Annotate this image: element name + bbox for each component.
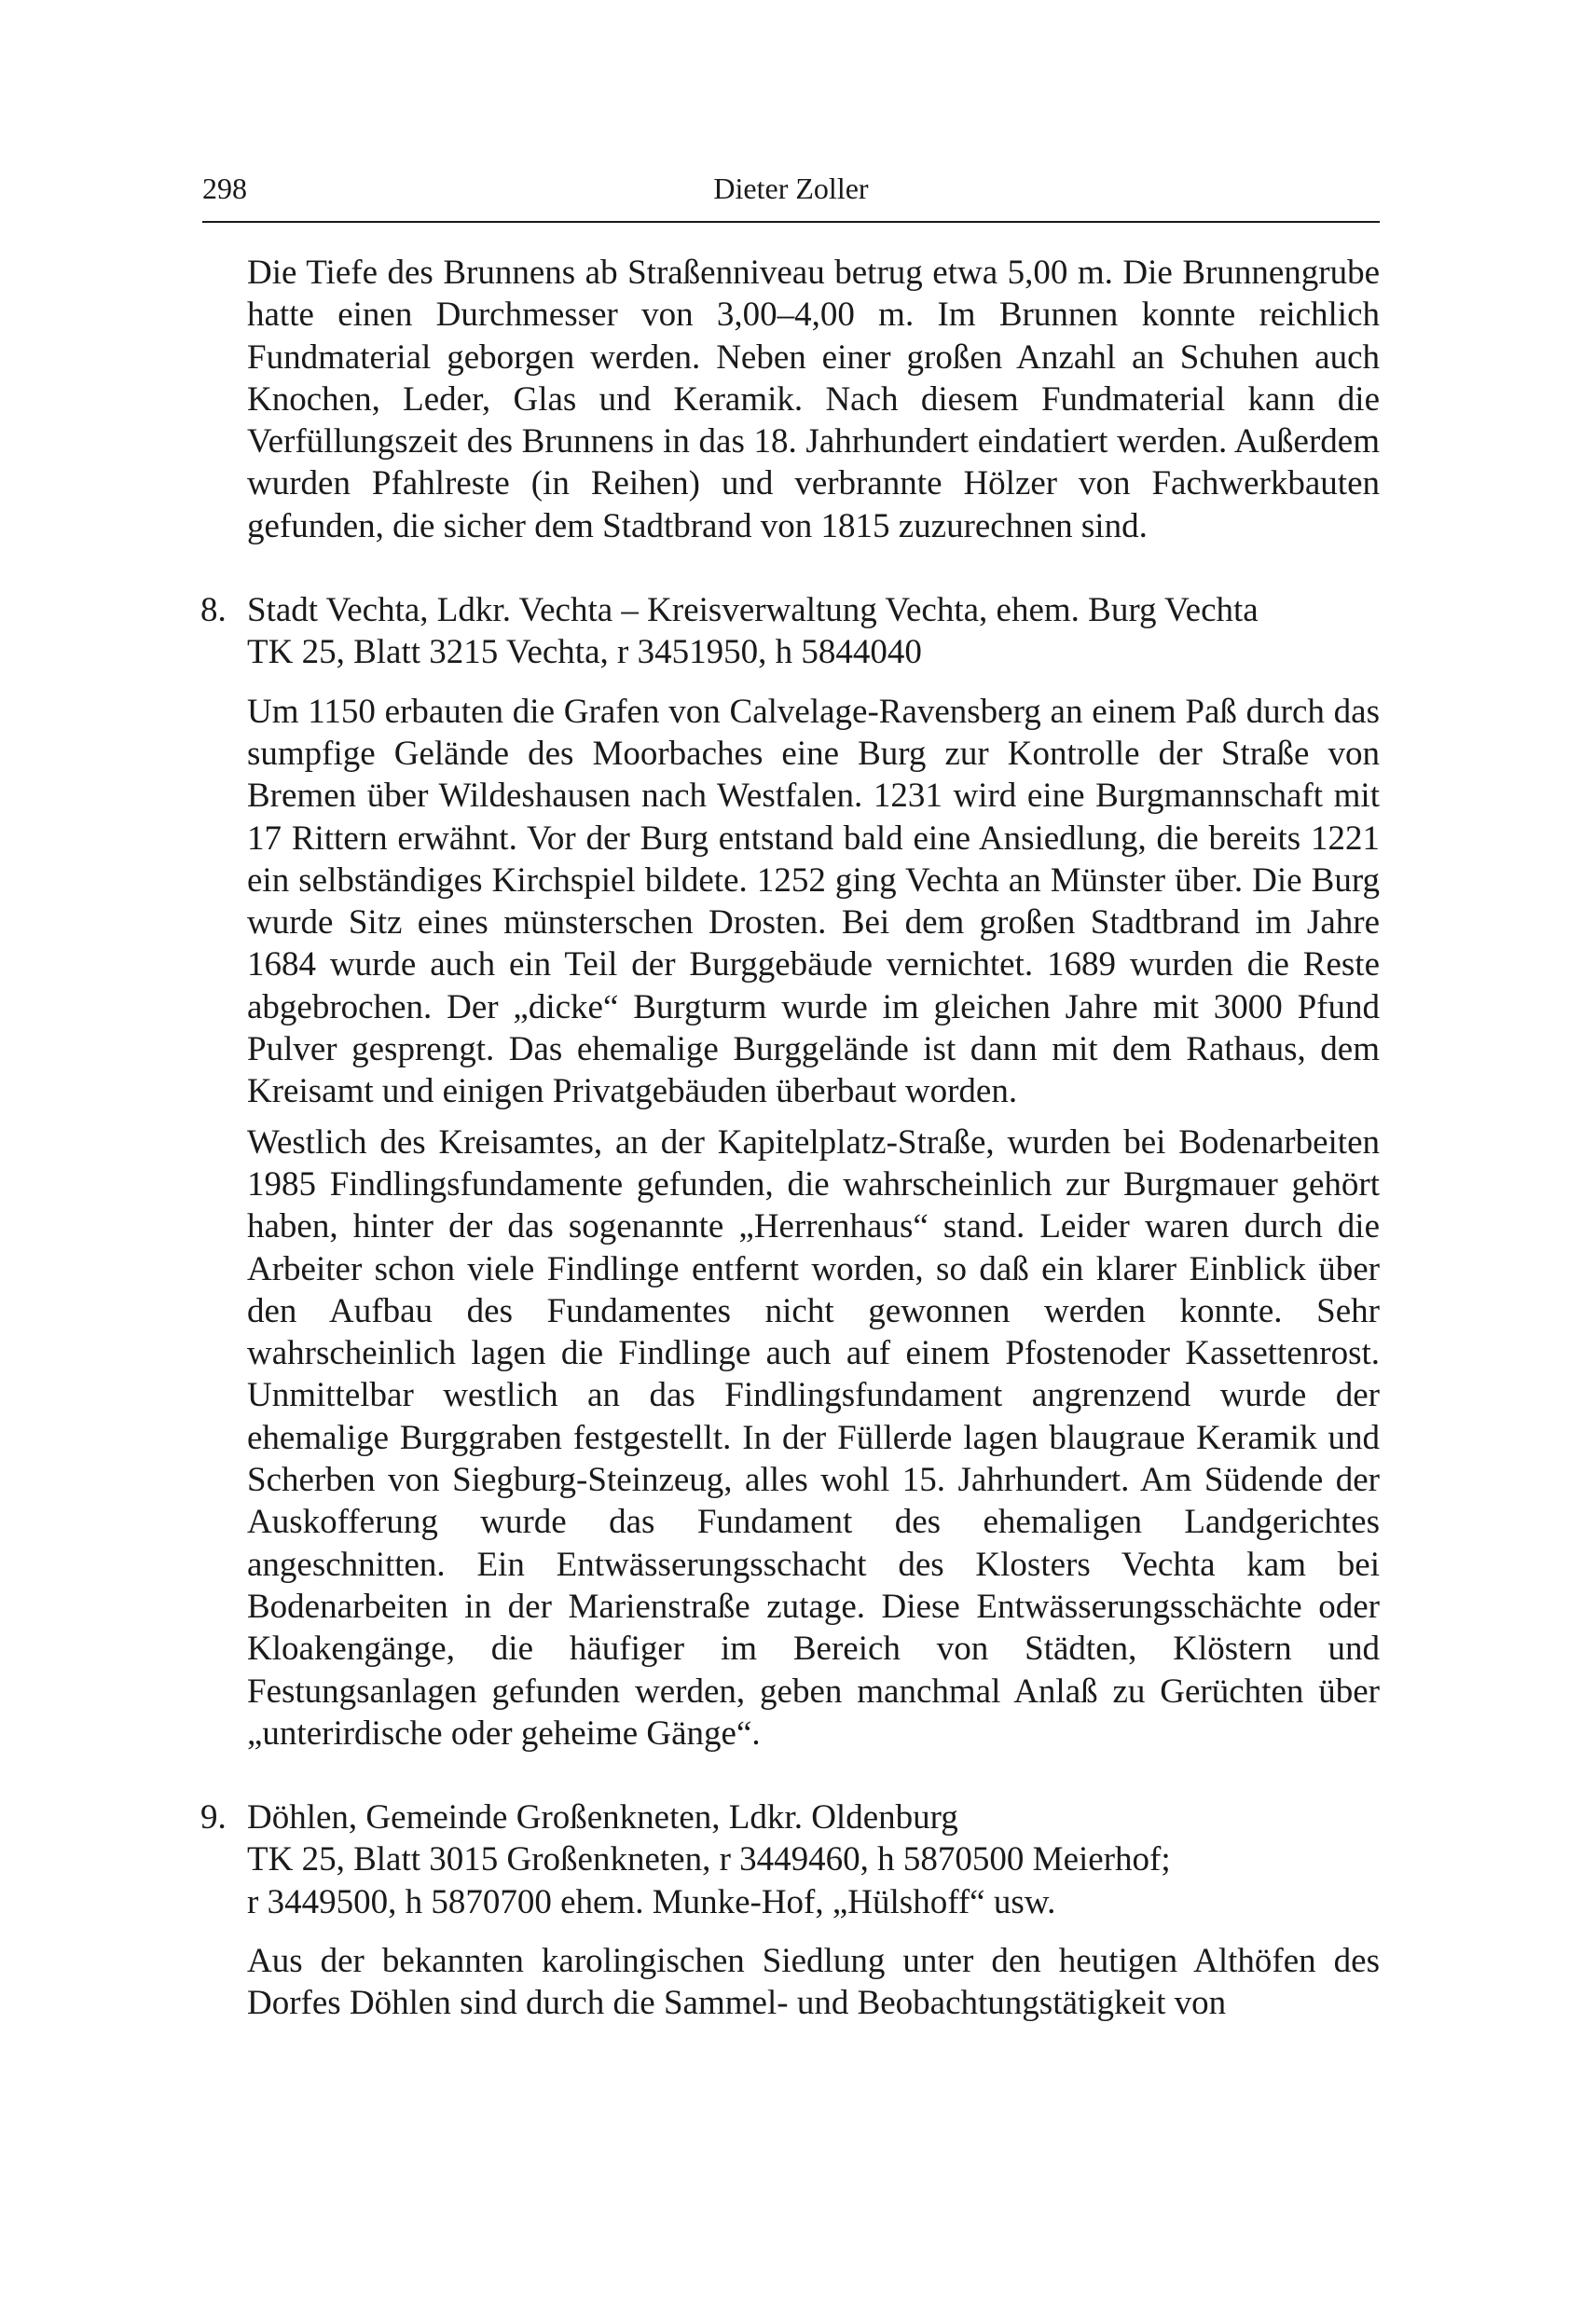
- entry-paragraph: Aus der bekannten karolingischen Siedlung unter den heutigen Althöfen des Dorfes Döhlen sind durch die Sammel- und Beobachtungstätigkeit von: [247, 1941, 1380, 2023]
- entry-paragraph: Um 1150 erbauten die Grafen von Calvelage-Ravensberg an einem Paß durch das sumpfige Gelände des Moorbaches eine Burg zur Kontrolle der Straße von Bremen über Wildeshausen nach Westfalen. 1231 wird eine Burgmannschaft mit 17 Rittern erwähnt. Vor der Burg entstand bald eine Ansiedlung, die bereits 1221 ein selbständiges Kirchspiel bildete. 1252 ging Vechta an Münster über. Die Burg wurde Sitz eines münsterschen Drosten. Bei dem großen Stadtbrand im Jahre 1684 wurde auch ein Teil der Burggebäude vernichtet. 1689 wurden die Reste abgebrochen. Der „dicke“ Burgturm wurde im gleichen Jahre mit 3000 Pfund Pulver gesprengt. Das ehemalige Burggelände ist dann mit dem Rathaus, dem Kreisamt und einigen Privatgebäuden überbaut worden.: [247, 692, 1380, 1111]
- entry-number: 9.: [200, 1798, 227, 1837]
- intro-paragraph: Die Tiefe des Brunnens ab Straßenniveau betrug etwa 5,00 m. Die Brunnengrube hatte einen Durchmesser von 3,00–4,00 m. Im Brunnen konnte reichlich Fundmaterial geborgen werden. Neben einer großen Anzahl an Schuhen auch Knochen, Leder, Glas und Keramik. Nach diesem Fundmaterial kann die Verfüllungszeit des Brunnens in das 18. Jahrhundert eindatiert werden. Außerdem wurden Pfahlreste (in Reihen) und verbrannte Hölzer von Fachwerkbauten gefunden, die sicher dem Stadtbrand von 1815 zuzurechnen sind.: [247, 254, 1380, 545]
- page-number: 298: [202, 172, 247, 205]
- entry-heading-line: Stadt Vechta, Ldkr. Vechta – Kreisverwaltung Vechta, ehem. Burg Vechta: [247, 591, 1259, 630]
- entry-number: 8.: [200, 591, 227, 630]
- entry-heading-line: TK 25, Blatt 3215 Vechta, r 3451950, h 5844040: [247, 633, 922, 672]
- entry-heading-line: Döhlen, Gemeinde Großenkneten, Ldkr. Oldenburg: [247, 1798, 958, 1837]
- running-title: Dieter Zoller: [713, 172, 869, 205]
- body-text: [200, 252, 1380, 2025]
- entry-8: [200, 589, 1380, 1755]
- entry-heading: [247, 589, 1380, 674]
- entry-heading: [247, 1796, 1380, 1923]
- entry-paragraph: Westlich des Kreisamtes, an der Kapitelplatz-Straße, wurden bei Bodenarbeiten 1985 Findlingsfundamente gefunden, die wahrscheinlich zur Burgmauer gehört haben, hinter der das sogenannte „Herrenhaus“ stand. Leider waren durch die Arbeiter schon viele Findlinge entfernt worden, so daß ein klarer Einblick über den Aufbau des Fundamentes nicht gewonnen werden konnte. Sehr wahrscheinlich lagen die Findlinge auch auf einem Pfostenoder Kassettenrost. Unmittelbar westlich an das Findlingsfundament angrenzend wurde der ehemalige Burggraben festgestellt. In der Füllerde lagen blaugraue Keramik und Scherben von Siegburg-Steinzeug, alles wohl 15. Jahrhundert. Am Südende der Auskofferung wurde das Fundament des ehemaligen Landgerichtes angeschnitten. Ein Entwässerungsschacht des Klosters Vechta kam bei Bodenarbeiten in der Marienstraße zutage. Diese Entwässerungsschächte oder Kloakengänge, die häufiger im Bereich von Städten, Klöstern und Festungsanlagen gefunden werden, geben manchmal Anlaß zu Gerüchten über „unterirdische oder geheime Gänge“.: [247, 1122, 1380, 1753]
- header-rule: [202, 221, 1380, 223]
- running-head: [202, 168, 1380, 214]
- entry-9: [200, 1796, 1380, 2024]
- entry-heading-line: TK 25, Blatt 3015 Großenkneten, r 3449460, h 5870500 Meierhof;: [247, 1840, 1171, 1879]
- entry-heading-line: r 3449500, h 5870700 ehem. Munke-Hof, „Hülshoff“ usw.: [247, 1882, 1056, 1921]
